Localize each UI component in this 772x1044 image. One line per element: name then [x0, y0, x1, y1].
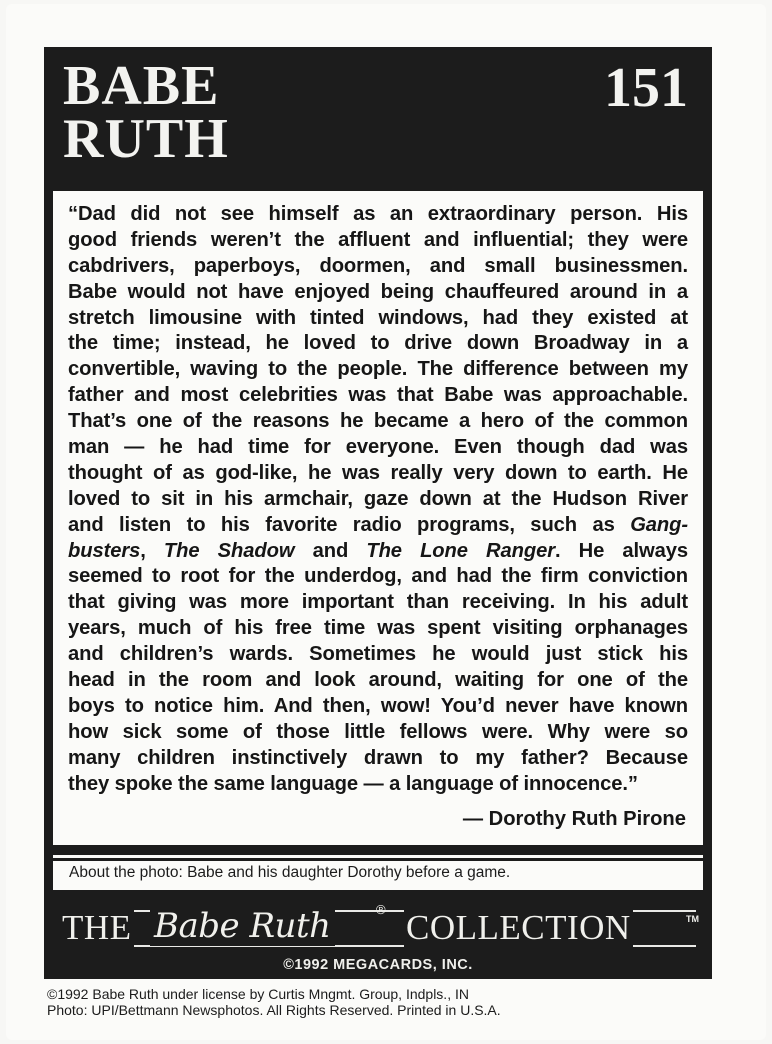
quote-line: good friends weren’t the affluent and influential; they were [68, 228, 688, 251]
quote-line-text: . He always [555, 539, 689, 562]
quote-line: head in the room and look around, waiting for one of the [68, 669, 688, 692]
quote-line: boys to notice him. And then, wow! You’d never have known [68, 694, 688, 717]
quote-line [68, 539, 688, 565]
quote-line: cabdrivers, paperboys, doormen, and small businessmen. [68, 254, 688, 277]
quote-line: “Dad did not see himself as an extraordinary person. His [68, 203, 688, 225]
quote-line: loved to sit in his armchair, gaze down at the Hudson River [68, 487, 688, 510]
quote-text [68, 202, 688, 797]
legal-text [47, 986, 501, 1018]
quote-line: the time; instead, he loved to drive down Broadway in a [68, 332, 688, 355]
caption-stripe [53, 858, 703, 861]
quote-attribution: — Dorothy Ruth Pirone [462, 808, 686, 830]
quote-line: how sick some of those little fellows were. Why were so [68, 720, 688, 743]
quote-line: convertible, waving to the people. The difference between my [68, 358, 688, 381]
quote-line: thought of as god-like, he was really very down to earth. He [68, 461, 688, 484]
player-name-first: BABE [63, 55, 220, 117]
quote-word: and [312, 539, 349, 562]
quote-line: Babe would not have enjoyed being chauffeured around in a [68, 280, 688, 303]
logo-the: THE [62, 908, 132, 947]
legal-line-license: ©1992 Babe Ruth under license by Curtis Mngmt. Group, Indpls., IN [47, 986, 469, 1002]
quote-line: years, much of his free time was spent visiting orphanages [68, 617, 688, 640]
card-number: 151 [604, 57, 688, 119]
italic-title: The Lone Ranger [366, 539, 555, 562]
quote-line: that giving was more important than receiving. In his adult [68, 591, 688, 614]
quote-line: many children instinctively drawn to my father? Because [68, 746, 688, 769]
quote-line: That’s one of the reasons he became a hero of the common [68, 410, 688, 433]
italic-title: Gang- [630, 513, 689, 536]
registered-mark: ® [376, 902, 386, 917]
player-name [63, 55, 229, 170]
quote-line [68, 513, 688, 539]
collection-logo [60, 902, 700, 950]
italic-title: busters [68, 539, 141, 562]
quote-line: seemed to root for the underdog, and had the firm conviction [68, 565, 688, 588]
quote-line-text: and listen to his favorite radio programs, such as [68, 513, 615, 536]
copyright-notice: ©1992 MEGACARDS, INC. [283, 957, 473, 973]
photo-caption: About the photo: Babe and his daughter Dorothy before a game. [69, 864, 511, 881]
legal-line-photo: Photo: UPI/Bettmann Newsphotos. All Rights Reserved. Printed in U.S.A. [47, 1002, 501, 1018]
quote-line: they spoke the same language — a language of innocence.” [68, 772, 638, 795]
italic-title: The Shadow [163, 539, 295, 562]
quote-line: and children’s wards. Sometimes he would just stick his [68, 643, 688, 666]
trademark-mark: TM [686, 914, 699, 924]
logo-collection: COLLECTION [406, 908, 631, 947]
quote-line: stretch limousine with tinted windows, had they existed at [68, 306, 688, 329]
divider [53, 845, 703, 855]
quote-punctuation: , [140, 539, 146, 562]
logo-signature: Babe Ruth [150, 906, 335, 946]
player-name-last: RUTH [63, 108, 229, 170]
quote-line: man — he had time for everyone. Even though dad was [68, 436, 688, 459]
quote-line: father and most celebrities was that Babe was approachable. [68, 384, 688, 407]
